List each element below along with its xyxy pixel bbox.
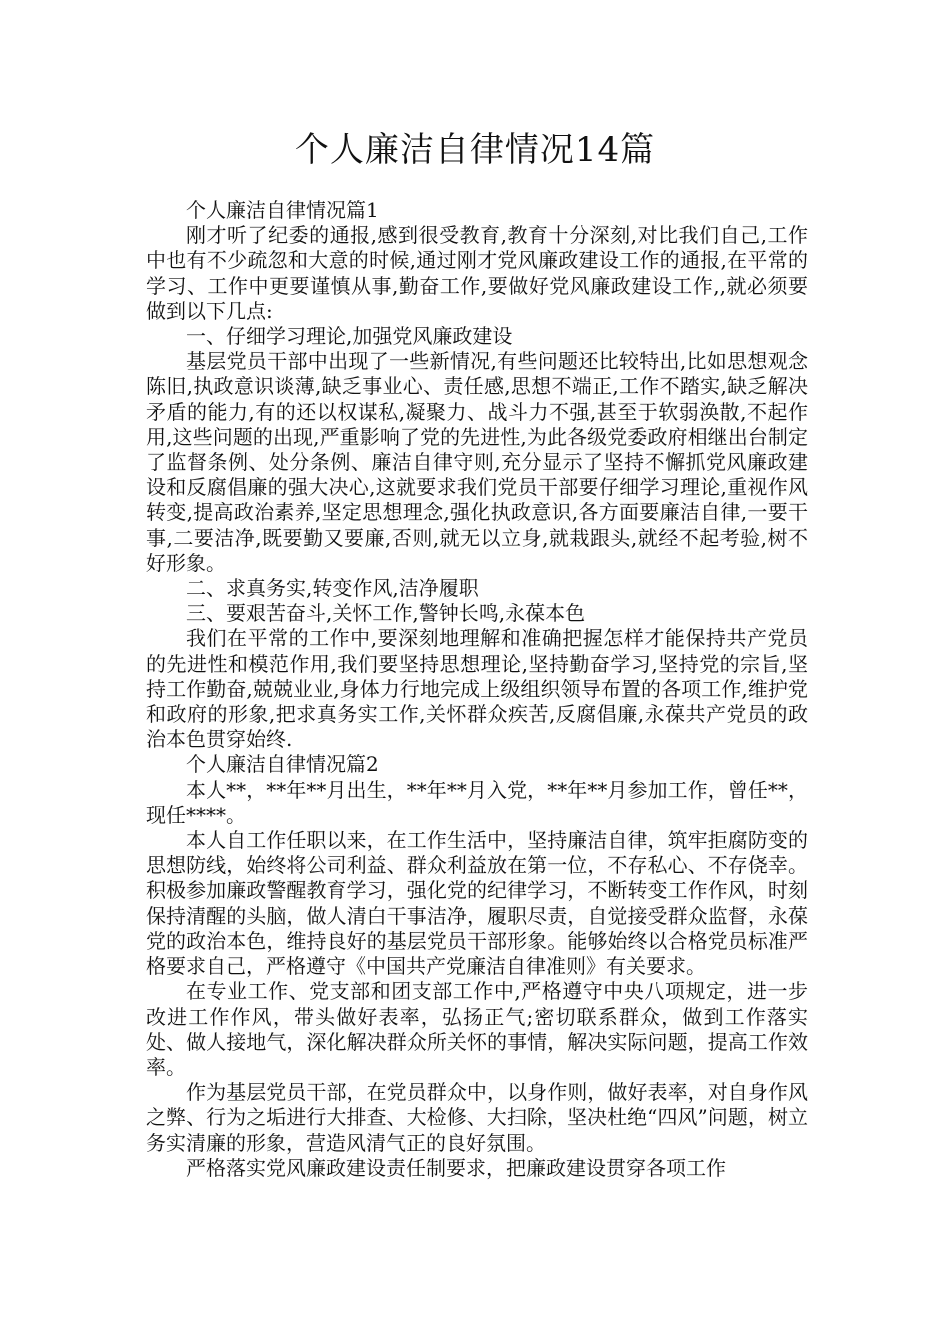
body-paragraph: 本人**，**年**月出生，**年**月入党，**年**月参加工作，曾任**，现任****。 [146,777,808,827]
document-title: 个人廉洁自律情况14篇 [294,130,656,170]
subheading: 二、求真务实,转变作风,洁净履职 [186,576,479,601]
subheading: 三、要艰苦奋斗,关怀工作,警钟长鸣,永葆本色 [186,601,586,626]
body-paragraph: 严格落实党风廉政建设责任制要求，把廉政建设贯穿各项工作 [186,1155,726,1180]
subheading: 一、仔细学习理论,加强党风廉政建设 [186,324,513,349]
section-heading: 个人廉洁自律情况篇2 [186,752,379,777]
body-paragraph: 我们在平常的工作中,要深刻地理解和准确把握怎样才能保持共产党员的先进性和模范作用,我们要坚持思想理论,坚持勤奋学习,坚持党的宗旨,坚持工作勤奋,兢兢业业,身体力行地完成上级组织领导布置的各项工作,维护党和政府的形象,把求真务实工作,关怀群众疾苦,反腐倡廉,永葆共产党员的政治本色贯穿始终. [146,626,808,752]
section-heading: 个人廉洁自律情况篇1 [186,198,379,222]
body-paragraph: 本人自工作任职以来，在工作生活中，坚持廉洁自律，筑牢拒腐防变的思想防线，始终将公司利益、群众利益放在第一位，不存私心、不存侥幸。积极参加廉政警醒教育学习，强化党的纪律学习，不断转变工作作风，时刻保持清醒的头脑，做人清白干事洁净，履职尽责，自觉接受群众监督，永葆党的政治本色，维持良好的基层党员干部形象。能够始终以合格党员标准严格要求自己，严格遵守《中国共产党廉洁自律准则》有关要求。 [146,828,808,979]
document-body [146,198,808,1181]
body-paragraph: 刚才听了纪委的通报,感到很受教育,教育十分深刻,对比我们自己,工作中也有不少疏忽和大意的时候,通过刚才党风廉政建设工作的通报,在平常的学习、工作中更要谨慎从事,勤奋工作,要做好党风廉政建设工作,,就必须要做到以下几点: [146,223,808,323]
body-paragraph: 作为基层党员干部，在党员群众中，以身作则，做好表率，对自身作风之弊、行为之垢进行大排查、大检修、大扫除，坚决杜绝“四风”问题，树立务实清廉的形象，营造风清气正的良好氛围。 [146,1080,808,1155]
body-paragraph: 基层党员干部中出现了一些新情况,有些问题还比较特出,比如思想观念陈旧,执政意识谈薄,缺乏事业心、责任感,思想不端正,工作不踏实,缺乏解决矛盾的能力,有的还以权谋私,凝聚力、战斗力不强,甚至于软弱涣散,不起作用,这些问题的出现,严重影响了党的先进性,为此各级党委政府相继出台制定了监督条例、处分条例、廉洁自律守则,充分显示了坚持不懈抓党风廉政建设和反腐倡廉的强大决心,这就要求我们党员干部要仔细学习理论,重视作风转变,提高政治素养,坚定思想理念,强化执政意识,各方面要廉洁自律,一要干事,二要洁净,既要勤又要廉,否则,就无以立身,就栽跟头,就经不起考验,树不好形象。 [146,349,808,575]
body-paragraph: 在专业工作、党支部和团支部工作中,严格遵守中央八项规定，进一步改进工作作风，带头做好表率，弘扬正气;密切联系群众，做到工作落实处、做人接地气，深化解决群众所关怀的事情，解决实际问题，提高工作效率。 [146,979,808,1079]
